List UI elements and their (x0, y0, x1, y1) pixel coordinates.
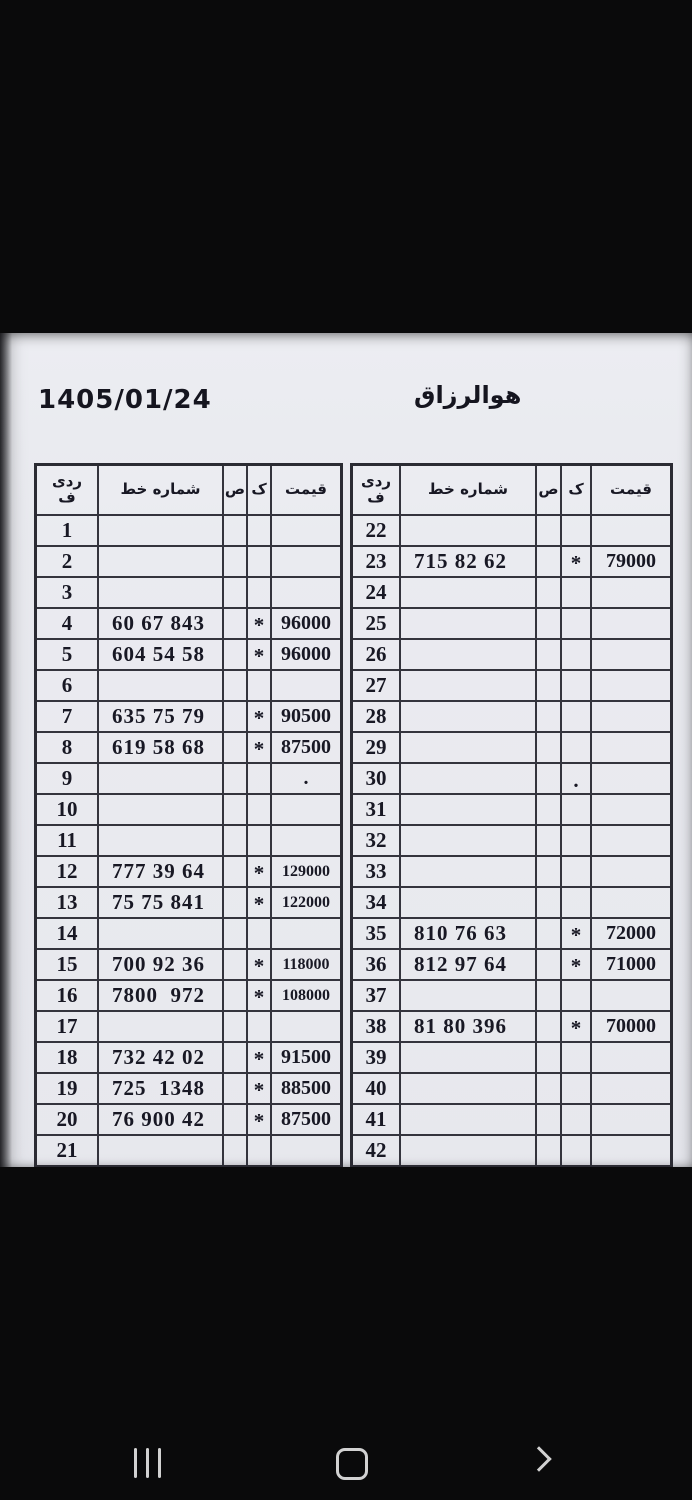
price-cell (270, 547, 340, 576)
s-cell (222, 1136, 246, 1165)
s-cell (222, 733, 246, 762)
column-header-row-line2: ف (367, 488, 385, 506)
k-cell: * (560, 547, 590, 576)
table-row (353, 545, 670, 576)
table-row (353, 1010, 670, 1041)
line-number-cell (399, 826, 535, 855)
s-cell (535, 1074, 560, 1103)
line-number-cell (399, 1043, 535, 1072)
line-number-cell (97, 547, 222, 576)
row-number-cell: 24 (365, 580, 387, 604)
row-number-cell: 17 (56, 1014, 78, 1038)
s-cell (535, 578, 560, 607)
price-cell: 91500 (270, 1043, 340, 1072)
table-row (37, 669, 340, 700)
table-row (353, 1041, 670, 1072)
k-cell: * (246, 950, 270, 979)
line-number-cell (97, 826, 222, 855)
price-cell (270, 516, 340, 545)
price-cell (590, 764, 670, 793)
left-table-header (37, 466, 340, 516)
k-cell: * (246, 857, 270, 886)
document-title: هوالرزاق (414, 381, 522, 409)
k-cell: * (560, 1012, 590, 1041)
row-number-cell: 10 (56, 797, 78, 821)
row-number-cell: 38 (365, 1014, 387, 1038)
k-cell (560, 1043, 590, 1072)
line-number-cell (97, 1012, 222, 1041)
row-number-cell: 30 (365, 766, 387, 790)
k-cell (246, 795, 270, 824)
line-number-cell (399, 857, 535, 886)
price-cell: 108000 (270, 981, 340, 1010)
row-number-cell: 28 (365, 704, 387, 728)
line-number-cell (399, 733, 535, 762)
row-number-cell: 23 (365, 549, 387, 573)
table-row (353, 576, 670, 607)
s-cell (222, 950, 246, 979)
s-cell (222, 578, 246, 607)
price-cell: 87500 (270, 733, 340, 762)
row-number-cell: 42 (365, 1138, 387, 1162)
line-number-cell (97, 795, 222, 824)
table-row (353, 1103, 670, 1134)
s-cell (222, 826, 246, 855)
left-table-body (37, 516, 340, 1165)
s-cell (535, 1105, 560, 1134)
line-number-cell: 76 900 42 (97, 1105, 222, 1134)
k-cell (246, 826, 270, 855)
s-cell (222, 888, 246, 917)
s-cell (535, 826, 560, 855)
column-header-s: ص (535, 466, 560, 514)
row-number-cell: 36 (365, 952, 387, 976)
row-number-cell: 16 (56, 983, 78, 1007)
document-date: 1405/01/24 (38, 385, 212, 415)
table-row (37, 1134, 340, 1165)
row-number-cell: 29 (365, 735, 387, 759)
k-cell: * (246, 609, 270, 638)
table-row (37, 793, 340, 824)
column-header-row (37, 466, 97, 514)
s-cell (222, 981, 246, 1010)
table-row (353, 1072, 670, 1103)
row-number-cell: 6 (61, 673, 73, 697)
price-cell (590, 516, 670, 545)
k-cell: * (246, 1105, 270, 1134)
table-row (37, 607, 340, 638)
k-cell (246, 671, 270, 700)
k-cell: * (246, 640, 270, 669)
row-number-cell: 9 (61, 766, 73, 790)
price-cell (270, 578, 340, 607)
s-cell (535, 888, 560, 917)
line-number-cell: 700 92 36 (97, 950, 222, 979)
row-number-cell: 1 (61, 518, 73, 542)
row-number-cell: 41 (365, 1107, 387, 1131)
table-row (37, 1041, 340, 1072)
line-number-cell (97, 516, 222, 545)
line-number-cell (399, 1136, 535, 1165)
k-cell (246, 1012, 270, 1041)
k-cell: * (246, 888, 270, 917)
row-number-cell: 4 (61, 611, 73, 635)
row-number-cell: 25 (365, 611, 387, 635)
price-cell (590, 888, 670, 917)
row-number-cell: 21 (56, 1138, 78, 1162)
price-cell: 118000 (270, 950, 340, 979)
row-number-cell: 32 (365, 828, 387, 852)
k-cell (560, 857, 590, 886)
row-number-cell: 15 (56, 952, 78, 976)
line-number-cell (97, 1136, 222, 1165)
s-cell (222, 795, 246, 824)
k-cell: * (246, 981, 270, 1010)
home-button[interactable] (326, 1438, 378, 1490)
row-number-cell: 18 (56, 1045, 78, 1069)
line-number-cell (399, 516, 535, 545)
table-row (37, 762, 340, 793)
price-cell (270, 919, 340, 948)
price-cell: 122000 (270, 888, 340, 917)
s-cell (222, 1012, 246, 1041)
table-row (353, 762, 670, 793)
line-number-cell (399, 981, 535, 1010)
document-photo (0, 333, 692, 1167)
price-cell (590, 733, 670, 762)
table-row (37, 886, 340, 917)
k-cell (246, 578, 270, 607)
table-row (37, 824, 340, 855)
line-number-cell (399, 888, 535, 917)
android-nav-bar (0, 1420, 692, 1490)
k-cell (560, 795, 590, 824)
k-cell (246, 516, 270, 545)
line-number-cell (399, 795, 535, 824)
line-number-cell: 604 54 58 (97, 640, 222, 669)
line-number-cell: 810 76 63 (399, 919, 535, 948)
s-cell (535, 1043, 560, 1072)
k-cell (560, 609, 590, 638)
table-row (353, 516, 670, 545)
line-number-cell (399, 764, 535, 793)
line-number-cell: 635 75 79 (97, 702, 222, 731)
table-row (37, 516, 340, 545)
s-cell (222, 547, 246, 576)
line-number-cell (399, 640, 535, 669)
row-number-cell: 11 (57, 828, 77, 852)
line-number-cell (399, 702, 535, 731)
table-row (37, 638, 340, 669)
price-cell (590, 1043, 670, 1072)
table-row (37, 917, 340, 948)
s-cell (535, 702, 560, 731)
line-number-cell: 81 80 396 (399, 1012, 535, 1041)
row-number-cell: 34 (365, 890, 387, 914)
s-cell (535, 516, 560, 545)
price-cell: 72000 (590, 919, 670, 948)
row-number-cell: 31 (365, 797, 387, 821)
home-icon (336, 1448, 368, 1480)
price-cell (590, 578, 670, 607)
price-cell (270, 671, 340, 700)
s-cell (222, 1105, 246, 1134)
line-number-cell (399, 1105, 535, 1134)
row-number-cell: 14 (56, 921, 78, 945)
price-cell: 71000 (590, 950, 670, 979)
k-cell (560, 1074, 590, 1103)
column-header-row-line2: ف (58, 488, 76, 506)
k-cell (560, 1136, 590, 1165)
line-number-cell: 777 39 64 (97, 857, 222, 886)
line-number-cell (399, 671, 535, 700)
column-header-s: ص (222, 466, 246, 514)
table-row (353, 700, 670, 731)
line-number-cell: 732 42 02 (97, 1043, 222, 1072)
row-number-cell: 5 (61, 642, 73, 666)
s-cell (222, 702, 246, 731)
s-cell (535, 671, 560, 700)
k-cell: * (246, 1074, 270, 1103)
column-header-line-number: شماره خط (97, 466, 222, 514)
s-cell (222, 919, 246, 948)
line-number-cell (399, 1074, 535, 1103)
price-cell (270, 826, 340, 855)
s-cell (535, 640, 560, 669)
line-number-cell (399, 578, 535, 607)
k-cell (560, 733, 590, 762)
k-cell (560, 826, 590, 855)
s-cell (535, 1012, 560, 1041)
table-row (353, 886, 670, 917)
k-cell: * (560, 919, 590, 948)
price-cell: 88500 (270, 1074, 340, 1103)
s-cell (535, 764, 560, 793)
s-cell (535, 950, 560, 979)
column-header-row (353, 466, 399, 514)
recents-button[interactable] (124, 1438, 171, 1488)
price-cell: 70000 (590, 1012, 670, 1041)
row-number-cell: 12 (56, 859, 78, 883)
row-number-cell: 19 (56, 1076, 78, 1100)
table-row (353, 793, 670, 824)
price-cell (590, 671, 670, 700)
row-number-cell: 20 (56, 1107, 78, 1131)
right-table-body (353, 516, 670, 1165)
table-row (37, 1103, 340, 1134)
price-cell (590, 1105, 670, 1134)
price-cell (270, 1012, 340, 1041)
line-number-cell (97, 919, 222, 948)
column-header-k: ک (246, 466, 270, 514)
line-number-cell: 715 82 62 (399, 547, 535, 576)
row-number-cell: 7 (61, 704, 73, 728)
price-cell (590, 609, 670, 638)
s-cell (535, 981, 560, 1010)
s-cell (222, 640, 246, 669)
table-row (37, 855, 340, 886)
price-cell: 96000 (270, 609, 340, 638)
row-number-cell: 37 (365, 983, 387, 1007)
table-row (37, 948, 340, 979)
k-cell (560, 516, 590, 545)
table-row (353, 669, 670, 700)
s-cell (535, 733, 560, 762)
k-cell (246, 919, 270, 948)
row-number-cell: 39 (365, 1045, 387, 1069)
k-cell (560, 702, 590, 731)
price-tables (34, 463, 673, 1167)
table-row (353, 855, 670, 886)
table-row (353, 607, 670, 638)
line-number-cell: 75 75 841 (97, 888, 222, 917)
table-row (353, 638, 670, 669)
price-cell: 90500 (270, 702, 340, 731)
back-button[interactable] (520, 1440, 558, 1478)
table-row (353, 731, 670, 762)
s-cell (222, 609, 246, 638)
back-icon (526, 1446, 551, 1471)
price-cell (590, 826, 670, 855)
right-table-header (353, 466, 670, 516)
k-cell (560, 981, 590, 1010)
k-cell (560, 888, 590, 917)
line-number-cell: 7800 972 (97, 981, 222, 1010)
price-cell (270, 795, 340, 824)
k-cell: * (246, 702, 270, 731)
s-cell (222, 1043, 246, 1072)
table-row (353, 917, 670, 948)
table-row (37, 576, 340, 607)
line-number-cell (97, 578, 222, 607)
row-number-cell: 40 (365, 1076, 387, 1100)
line-number-cell (97, 671, 222, 700)
row-number-cell: 3 (61, 580, 73, 604)
row-number-cell: 33 (365, 859, 387, 883)
column-header-row-line1: ردی (51, 472, 83, 491)
s-cell (222, 857, 246, 886)
table-row (37, 1010, 340, 1041)
row-number-cell: 27 (365, 673, 387, 697)
s-cell (535, 857, 560, 886)
left-table (34, 463, 343, 1167)
table-row (37, 545, 340, 576)
column-header-price: قیمت (270, 466, 340, 514)
price-cell: 87500 (270, 1105, 340, 1134)
right-table (350, 463, 673, 1167)
s-cell (535, 1136, 560, 1165)
table-row (37, 1072, 340, 1103)
price-cell (590, 1074, 670, 1103)
row-number-cell: 22 (365, 518, 387, 542)
price-cell (590, 857, 670, 886)
line-number-cell: 812 97 64 (399, 950, 535, 979)
k-cell (560, 578, 590, 607)
k-cell (560, 640, 590, 669)
s-cell (535, 609, 560, 638)
recents-icon (134, 1448, 161, 1478)
line-number-cell: 725 1348 (97, 1074, 222, 1103)
table-row (37, 700, 340, 731)
table-row (353, 1134, 670, 1165)
k-cell (246, 547, 270, 576)
k-cell: * (560, 950, 590, 979)
price-cell (590, 981, 670, 1010)
price-cell (270, 1136, 340, 1165)
line-number-cell: 619 58 68 (97, 733, 222, 762)
row-number-cell: 2 (61, 549, 73, 573)
column-header-k: ک (560, 466, 590, 514)
k-cell: * (246, 733, 270, 762)
k-cell: . (560, 764, 590, 793)
table-row (37, 979, 340, 1010)
s-cell (535, 919, 560, 948)
k-cell: * (246, 1043, 270, 1072)
price-cell (590, 1136, 670, 1165)
price-cell (590, 795, 670, 824)
table-row (353, 824, 670, 855)
line-number-cell (97, 764, 222, 793)
price-cell: 96000 (270, 640, 340, 669)
column-header-price: قیمت (590, 466, 670, 514)
row-number-cell: 26 (365, 642, 387, 666)
k-cell (560, 671, 590, 700)
line-number-cell (399, 609, 535, 638)
line-number-cell: 60 67 843 (97, 609, 222, 638)
row-number-cell: 35 (365, 921, 387, 945)
s-cell (535, 795, 560, 824)
row-number-cell: 13 (56, 890, 78, 914)
s-cell (222, 671, 246, 700)
table-row (353, 948, 670, 979)
table-row (353, 979, 670, 1010)
k-cell (246, 1136, 270, 1165)
price-cell: 129000 (270, 857, 340, 886)
price-cell (590, 640, 670, 669)
row-number-cell: 8 (61, 735, 73, 759)
price-cell (590, 702, 670, 731)
s-cell (222, 1074, 246, 1103)
s-cell (222, 764, 246, 793)
price-cell: 79000 (590, 547, 670, 576)
price-cell: . (270, 764, 340, 793)
k-cell (246, 764, 270, 793)
column-header-row-line1: ردی (360, 472, 392, 491)
k-cell (560, 1105, 590, 1134)
s-cell (222, 516, 246, 545)
table-row (37, 731, 340, 762)
column-header-line-number: شماره خط (399, 466, 535, 514)
s-cell (535, 547, 560, 576)
